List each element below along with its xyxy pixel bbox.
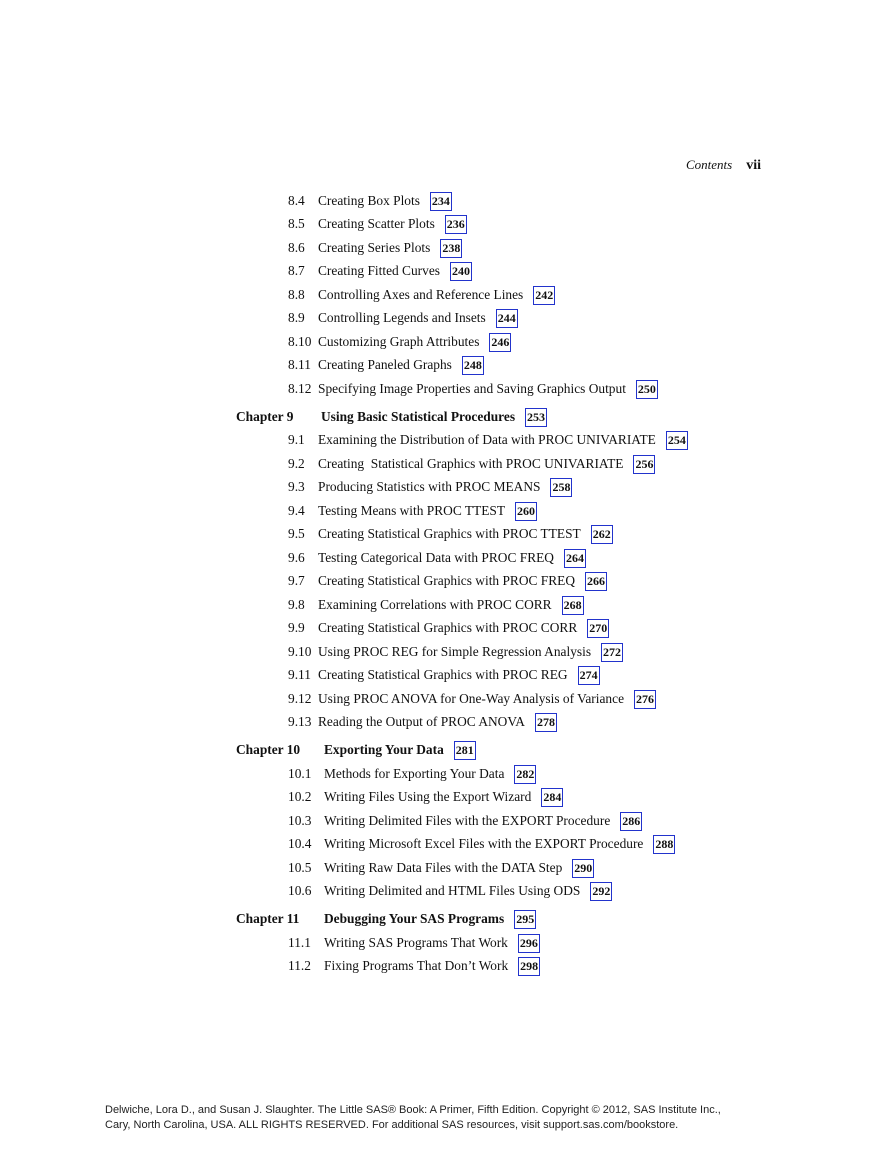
page-link[interactable]: 298 xyxy=(518,957,540,976)
page-link[interactable]: 254 xyxy=(666,431,688,450)
section-number: 10.1 xyxy=(288,766,312,781)
footer-line-1: Delwiche, Lora D., and Susan J. Slaughter. The Little SAS® Book: A Primer, Fifth Edition. Copyright © 2012, SAS Institute Inc., xyxy=(105,1104,721,1116)
toc-entry xyxy=(288,618,609,638)
page-link[interactable]: 240 xyxy=(450,262,472,281)
chapter-heading xyxy=(236,909,536,929)
toc-entry xyxy=(288,834,675,854)
section-title: Writing Microsoft Excel Files with the EXPORT Procedure xyxy=(324,836,644,851)
section-title: Reading the Output of PROC ANOVA xyxy=(318,714,525,729)
section-number: 9.5 xyxy=(288,526,305,541)
section-title: Writing Delimited Files with the EXPORT Procedure xyxy=(324,813,611,828)
chapter-title: Debugging Your SAS Programs xyxy=(324,911,505,926)
section-title: Examining Correlations with PROC CORR xyxy=(318,597,552,612)
toc-entry xyxy=(288,477,572,497)
page-link[interactable]: 266 xyxy=(585,572,607,591)
page-link[interactable]: 262 xyxy=(591,525,613,544)
page-link[interactable]: 296 xyxy=(518,934,540,953)
section-number: 9.2 xyxy=(288,456,305,471)
section-title: Customizing Graph Attributes xyxy=(318,334,480,349)
section-number: 9.8 xyxy=(288,597,305,612)
header-page-number: vii xyxy=(746,158,761,173)
toc-entry xyxy=(288,689,656,709)
section-number: 9.4 xyxy=(288,503,305,518)
chapter-label: Chapter 9 xyxy=(236,409,294,424)
page-link[interactable]: 278 xyxy=(535,713,557,732)
page-link[interactable]: 253 xyxy=(525,408,547,427)
page-link[interactable]: 242 xyxy=(533,286,555,305)
toc-entry xyxy=(288,956,540,976)
section-number: 9.3 xyxy=(288,479,305,494)
toc-entry xyxy=(288,571,607,591)
section-title: Creating Scatter Plots xyxy=(318,216,435,231)
chapter-title: Exporting Your Data xyxy=(324,742,444,757)
section-number: 8.8 xyxy=(288,287,305,302)
section-number: 8.12 xyxy=(288,381,312,396)
chapter-label: Chapter 11 xyxy=(236,911,300,926)
section-title: Writing Raw Data Files with the DATA Step xyxy=(324,860,563,875)
page-link[interactable]: 282 xyxy=(514,765,536,784)
running-header xyxy=(686,157,761,174)
toc-entry xyxy=(288,858,594,878)
toc-entry xyxy=(288,430,688,450)
toc-entry xyxy=(288,238,462,258)
chapter-heading xyxy=(236,740,476,760)
toc-entry xyxy=(288,454,655,474)
toc-entry xyxy=(288,811,642,831)
footer-line-2: Cary, North Carolina, USA. ALL RIGHTS RESERVED. For additional SAS resources, visit support.sas.com/bookstore. xyxy=(105,1119,679,1131)
page-link[interactable]: 272 xyxy=(601,643,623,662)
page-link[interactable]: 290 xyxy=(572,859,594,878)
section-number: 10.5 xyxy=(288,860,312,875)
toc-entry xyxy=(288,261,472,281)
chapter-label: Chapter 10 xyxy=(236,742,301,757)
section-title: Using PROC REG for Simple Regression Analysis xyxy=(318,644,592,659)
section-number: 11.2 xyxy=(288,958,311,973)
toc-entry xyxy=(288,881,612,901)
page-link[interactable]: 236 xyxy=(445,215,467,234)
section-number: 9.13 xyxy=(288,714,312,729)
section-number: 10.6 xyxy=(288,883,312,898)
toc-entry xyxy=(288,191,452,211)
section-number: 10.2 xyxy=(288,789,312,804)
toc-entry xyxy=(288,712,557,732)
section-number: 8.6 xyxy=(288,240,305,255)
section-number: 9.7 xyxy=(288,573,305,588)
section-title: Testing Categorical Data with PROC FREQ xyxy=(318,550,554,565)
page-link[interactable]: 234 xyxy=(430,192,452,211)
section-number: 9.12 xyxy=(288,691,312,706)
section-number: 8.11 xyxy=(288,357,311,372)
page-link[interactable]: 258 xyxy=(550,478,572,497)
chapter-heading xyxy=(236,407,547,427)
section-title: Creating Paneled Graphs xyxy=(318,357,452,372)
section-number: 9.10 xyxy=(288,644,312,659)
page-link[interactable]: 284 xyxy=(541,788,563,807)
toc-entry xyxy=(288,355,484,375)
section-number: 8.5 xyxy=(288,216,305,231)
section-number: 8.10 xyxy=(288,334,312,349)
toc-entry xyxy=(288,665,600,685)
section-title: Writing Delimited and HTML Files Using ODS xyxy=(324,883,581,898)
section-title: Controlling Axes and Reference Lines xyxy=(318,287,524,302)
page-link[interactable]: 264 xyxy=(564,549,586,568)
section-title: Creating Statistical Graphics with PROC CORR xyxy=(318,620,578,635)
section-title: Producing Statistics with PROC MEANS xyxy=(318,479,541,494)
toc-entry xyxy=(288,764,536,784)
section-title: Examining the Distribution of Data with PROC UNIVARIATE xyxy=(318,432,656,447)
page-link[interactable]: 281 xyxy=(454,741,476,760)
section-title: Creating Statistical Graphics with PROC TTEST xyxy=(318,526,581,541)
section-number: 10.3 xyxy=(288,813,312,828)
page-link[interactable]: 274 xyxy=(578,666,600,685)
section-number: 8.4 xyxy=(288,193,305,208)
section-title: Writing SAS Programs That Work xyxy=(324,935,508,950)
section-title: Fixing Programs That Don’t Work xyxy=(324,958,509,973)
section-number: 9.9 xyxy=(288,620,305,635)
page-link[interactable]: 244 xyxy=(496,309,518,328)
section-number: 11.1 xyxy=(288,935,311,950)
page-link[interactable]: 286 xyxy=(620,812,642,831)
toc-entry xyxy=(288,332,511,352)
section-title: Using PROC ANOVA for One-Way Analysis of Variance xyxy=(318,691,625,706)
section-number: 9.1 xyxy=(288,432,305,447)
section-title: Controlling Legends and Insets xyxy=(318,310,486,325)
section-number: 9.11 xyxy=(288,667,311,682)
section-number: 9.6 xyxy=(288,550,305,565)
section-title: Methods for Exporting Your Data xyxy=(324,766,505,781)
toc-entry xyxy=(288,308,518,328)
chapter-title: Using Basic Statistical Procedures xyxy=(321,409,516,424)
toc-entry xyxy=(288,214,467,234)
page-link[interactable]: 268 xyxy=(562,596,584,615)
section-title: Testing Means with PROC TTEST xyxy=(318,503,506,518)
page-link[interactable]: 246 xyxy=(489,333,511,352)
section-title: Writing Files Using the Export Wizard xyxy=(324,789,532,804)
page-link[interactable]: 288 xyxy=(653,835,675,854)
toc-entry xyxy=(288,285,555,305)
toc-entry xyxy=(288,524,613,544)
toc-entry xyxy=(288,642,623,662)
toc-entry xyxy=(288,595,584,615)
copyright-footer xyxy=(105,1103,795,1133)
page-link[interactable]: 260 xyxy=(515,502,537,521)
page-link[interactable]: 256 xyxy=(633,455,655,474)
toc-entry xyxy=(288,501,537,521)
page-link[interactable]: 295 xyxy=(514,910,536,929)
section-number: 8.7 xyxy=(288,263,305,278)
section-title: Creating Series Plots xyxy=(318,240,431,255)
toc-entry xyxy=(288,933,540,953)
section-title: Creating Statistical Graphics with PROC FREQ xyxy=(318,573,576,588)
section-title: Creating Box Plots xyxy=(318,193,420,208)
section-title: Creating Statistical Graphics with PROC UNIVARIATE xyxy=(318,456,624,471)
section-title: Creating Fitted Curves xyxy=(318,263,440,278)
section-number: 8.9 xyxy=(288,310,305,325)
toc-entry xyxy=(288,787,563,807)
section-title: Creating Statistical Graphics with PROC REG xyxy=(318,667,568,682)
page-link[interactable]: 238 xyxy=(440,239,462,258)
page-link[interactable]: 276 xyxy=(634,690,656,709)
section-title: Specifying Image Properties and Saving Graphics Output xyxy=(318,381,626,396)
toc-entry xyxy=(288,379,658,399)
header-title: Contents xyxy=(685,157,733,172)
page-link[interactable]: 248 xyxy=(462,356,484,375)
page-link[interactable]: 292 xyxy=(590,882,612,901)
section-number: 10.4 xyxy=(288,836,312,851)
toc-entry xyxy=(288,548,586,568)
page-link[interactable]: 250 xyxy=(636,380,658,399)
page-link[interactable]: 270 xyxy=(587,619,609,638)
